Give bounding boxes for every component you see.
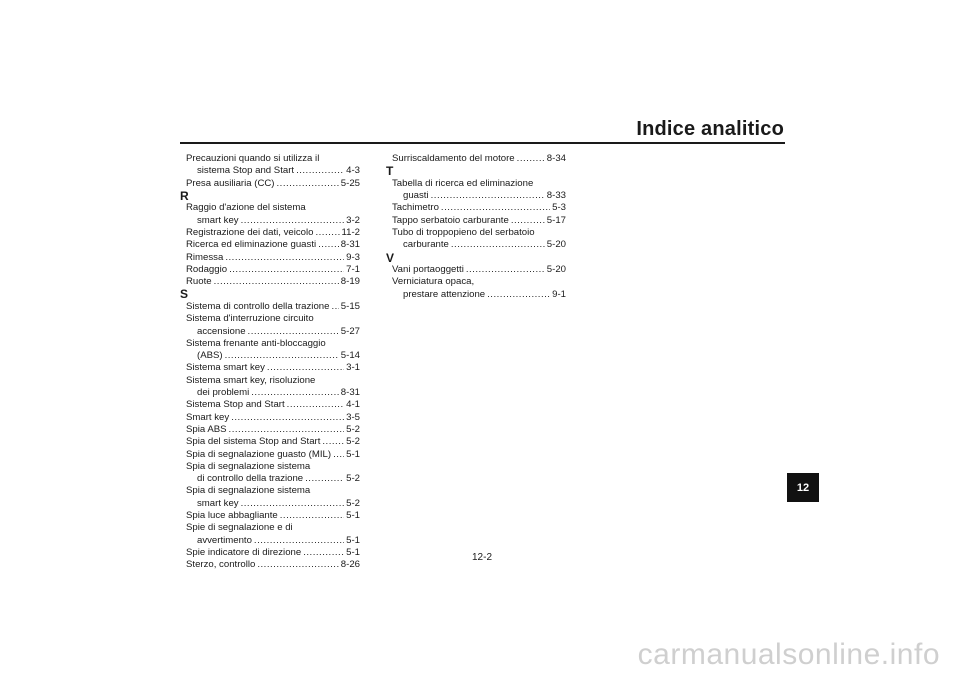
- index-page-ref: 11-2: [341, 226, 360, 238]
- index-page-ref: 5-1: [346, 546, 360, 558]
- index-entry[interactable]: [180, 485, 360, 510]
- watermark: carmanualsonline.info: [637, 638, 940, 671]
- index-entry[interactable]: [180, 153, 360, 178]
- index-entry[interactable]: [180, 559, 360, 571]
- index-entry[interactable]: [386, 202, 566, 214]
- index-entry[interactable]: [386, 153, 566, 165]
- index-entry-text: Tubo di troppopieno del serbatoio: [392, 226, 535, 238]
- index-entry-text: Ruote: [186, 276, 212, 288]
- index-entry[interactable]: [386, 276, 566, 301]
- dot-leader: [487, 289, 550, 301]
- dot-leader: [318, 239, 339, 251]
- dot-leader: [251, 387, 339, 399]
- index-entry-text: Sistema Stop and Start: [186, 399, 285, 411]
- index-entry[interactable]: [180, 522, 360, 547]
- index-page-ref: 5-27: [340, 325, 360, 337]
- index-entry-text: Tachimetro: [392, 202, 439, 214]
- dot-leader: [277, 178, 339, 190]
- index-entry-text: Spia del sistema Stop and Start: [186, 436, 321, 448]
- index-entry-text: Verniciatura opaca,: [392, 276, 475, 288]
- index-column-right: [386, 153, 566, 301]
- index-entry-text: Surriscaldamento del motore: [392, 153, 515, 164]
- index-page-ref: 5-20: [546, 239, 566, 251]
- index-entry-text: smart key: [197, 497, 239, 509]
- index-page-ref: 8-34: [546, 153, 566, 164]
- index-page-ref: 8-26: [340, 559, 360, 571]
- index-page-ref: 7-1: [346, 263, 360, 275]
- index-entry[interactable]: [180, 313, 360, 338]
- index-entry-text: Sistema di controllo della trazione: [186, 300, 330, 312]
- index-page-ref: 9-1: [552, 288, 566, 300]
- dot-leader: [322, 436, 344, 448]
- dot-leader: [466, 264, 545, 276]
- dot-leader: [441, 202, 550, 214]
- index-entry[interactable]: [180, 227, 360, 239]
- chapter-tab[interactable]: 12: [787, 473, 819, 502]
- index-entry-text: Spia di segnalazione sistema: [186, 460, 311, 472]
- index-entry-text: Presa ausiliaria (CC): [186, 177, 275, 189]
- index-page-ref: 9-3: [346, 251, 360, 263]
- index-page-ref: 5-1: [346, 510, 360, 522]
- index-entry-text: Vani portaoggetti: [392, 264, 464, 276]
- index-entry-text: Rodaggio: [186, 263, 228, 275]
- index-entry[interactable]: [386, 178, 566, 203]
- index-page-ref: 3-5: [346, 411, 360, 423]
- index-page-ref: 4-3: [346, 165, 360, 177]
- dot-leader: [331, 301, 338, 313]
- index-letter-heading: R: [180, 188, 189, 203]
- dot-leader: [267, 362, 344, 374]
- index-entry-text: accensione: [197, 325, 246, 337]
- index-entry-text: Ricerca ed eliminazione guasti: [186, 239, 317, 251]
- index-column-left: [180, 153, 360, 572]
- index-entry[interactable]: [180, 276, 360, 288]
- index-entry-text: guasti: [403, 190, 429, 202]
- index-page-ref: 8-19: [340, 276, 360, 288]
- index-entry-text: Tappo serbatoio carburante: [392, 214, 509, 226]
- index-letter-heading: T: [386, 164, 394, 179]
- index-entry-text: carburante: [403, 239, 449, 251]
- dot-leader: [451, 239, 545, 251]
- index-entry-text: Rimessa: [186, 251, 224, 263]
- dot-leader: [229, 264, 344, 276]
- index-page-ref: 5-2: [346, 436, 360, 448]
- index-entry-text: Spia di segnalazione sistema: [186, 485, 311, 497]
- dot-leader: [231, 412, 344, 424]
- index-entry[interactable]: [180, 436, 360, 448]
- dot-leader: [296, 165, 344, 177]
- index-page-ref: 8-33: [546, 190, 566, 202]
- index-entry[interactable]: [180, 412, 360, 424]
- index-entry-text: Precauzioni quando si utilizza il: [186, 153, 320, 164]
- index-entry[interactable]: [180, 252, 360, 264]
- dot-leader: [303, 547, 344, 559]
- index-page-ref: 5-1: [346, 534, 360, 546]
- dot-leader: [517, 153, 545, 165]
- index-entry[interactable]: [180, 449, 360, 461]
- index-entry-text: Spia ABS: [186, 423, 227, 435]
- index-entry-text: Spie di segnalazione e di: [186, 522, 293, 534]
- index-entry[interactable]: [180, 461, 360, 486]
- index-entry-text: Sistema smart key, risoluzione: [186, 374, 316, 386]
- dot-leader: [333, 449, 344, 461]
- index-entry[interactable]: [180, 202, 360, 227]
- index-entry[interactable]: [180, 301, 360, 313]
- index-entry-text: sistema Stop and Start: [197, 165, 295, 177]
- dot-leader: [241, 498, 345, 510]
- index-page-ref: 5-2: [346, 497, 360, 509]
- index-entry[interactable]: [180, 399, 360, 411]
- index-entry-text: Raggio d'azione del sistema: [186, 202, 306, 214]
- dot-leader: [280, 510, 344, 522]
- index-entry-text: smart key: [197, 214, 239, 226]
- index-page-ref: 8-31: [340, 387, 360, 399]
- index-page-ref: 5-2: [346, 473, 360, 485]
- index-entry-text: Sistema smart key: [186, 362, 265, 374]
- dot-leader: [225, 252, 344, 264]
- page-number: 12-2: [471, 552, 492, 563]
- dot-leader: [431, 190, 545, 202]
- dot-leader: [287, 399, 344, 411]
- dot-leader: [315, 227, 339, 239]
- index-entry-text: Smart key: [186, 411, 230, 423]
- index-entry[interactable]: [180, 178, 360, 190]
- index-page-ref: 5-2: [346, 423, 360, 435]
- index-entry[interactable]: [180, 362, 360, 374]
- index-entry[interactable]: [180, 510, 360, 522]
- dot-leader: [257, 559, 338, 571]
- index-entry-text: Sterzo, controllo: [186, 559, 256, 571]
- index-entry[interactable]: [180, 547, 360, 559]
- index-page-ref: 5-15: [340, 300, 360, 312]
- index-entry-text: dei problemi: [197, 387, 250, 399]
- index-page-ref: 5-14: [340, 350, 360, 362]
- index-page-ref: 4-1: [346, 399, 360, 411]
- index-entry-text: Spie indicatore di direzione: [186, 546, 302, 558]
- index-entry-text: prestare attenzione: [403, 288, 486, 300]
- index-entry-text: Sistema frenante anti-bloccaggio: [186, 337, 326, 349]
- dot-leader: [229, 424, 345, 436]
- index-entry-text: Registrazione dei dati, veicolo: [186, 226, 314, 238]
- index-entry[interactable]: [180, 375, 360, 400]
- index-page-ref: 5-25: [340, 177, 360, 189]
- index-entry[interactable]: [180, 239, 360, 251]
- index-page-ref: 5-1: [346, 448, 360, 460]
- index-page-ref: 5-20: [546, 264, 566, 276]
- dot-leader: [511, 215, 545, 227]
- dot-leader: [241, 215, 345, 227]
- index-entry[interactable]: [180, 424, 360, 436]
- index-page-ref: 3-2: [346, 214, 360, 226]
- index-entry-text: di controllo della trazione: [197, 473, 304, 485]
- index-entry-text: Spia di segnalazione guasto (MIL): [186, 448, 332, 460]
- dot-leader: [225, 350, 339, 362]
- dot-leader: [254, 535, 344, 547]
- dot-leader: [214, 276, 339, 288]
- index-entry[interactable]: [386, 215, 566, 227]
- title-rule: [180, 142, 785, 144]
- index-entry[interactable]: [180, 338, 360, 363]
- page-title: Indice analitico: [636, 118, 784, 140]
- index-letter-heading: V: [386, 250, 395, 265]
- index-entry-text: (ABS): [197, 350, 223, 362]
- index-entry[interactable]: [180, 264, 360, 276]
- index-letter-heading: S: [180, 287, 189, 302]
- dot-leader: [305, 473, 344, 485]
- index-entry-text: Sistema d'interruzione circuito: [186, 313, 314, 325]
- index-page-ref: 8-31: [340, 239, 360, 251]
- index-entry-text: avvertimento: [197, 534, 252, 546]
- dot-leader: [248, 326, 339, 338]
- index-page-ref: 5-3: [552, 202, 566, 214]
- index-entry-text: Tabella di ricerca ed eliminazione: [392, 177, 534, 189]
- index-page-ref: 3-1: [346, 362, 360, 374]
- index-entry-text: Spia luce abbagliante: [186, 510, 278, 522]
- index-entry[interactable]: [386, 264, 566, 276]
- index-entry[interactable]: [386, 227, 566, 252]
- index-page-ref: 5-17: [546, 214, 566, 226]
